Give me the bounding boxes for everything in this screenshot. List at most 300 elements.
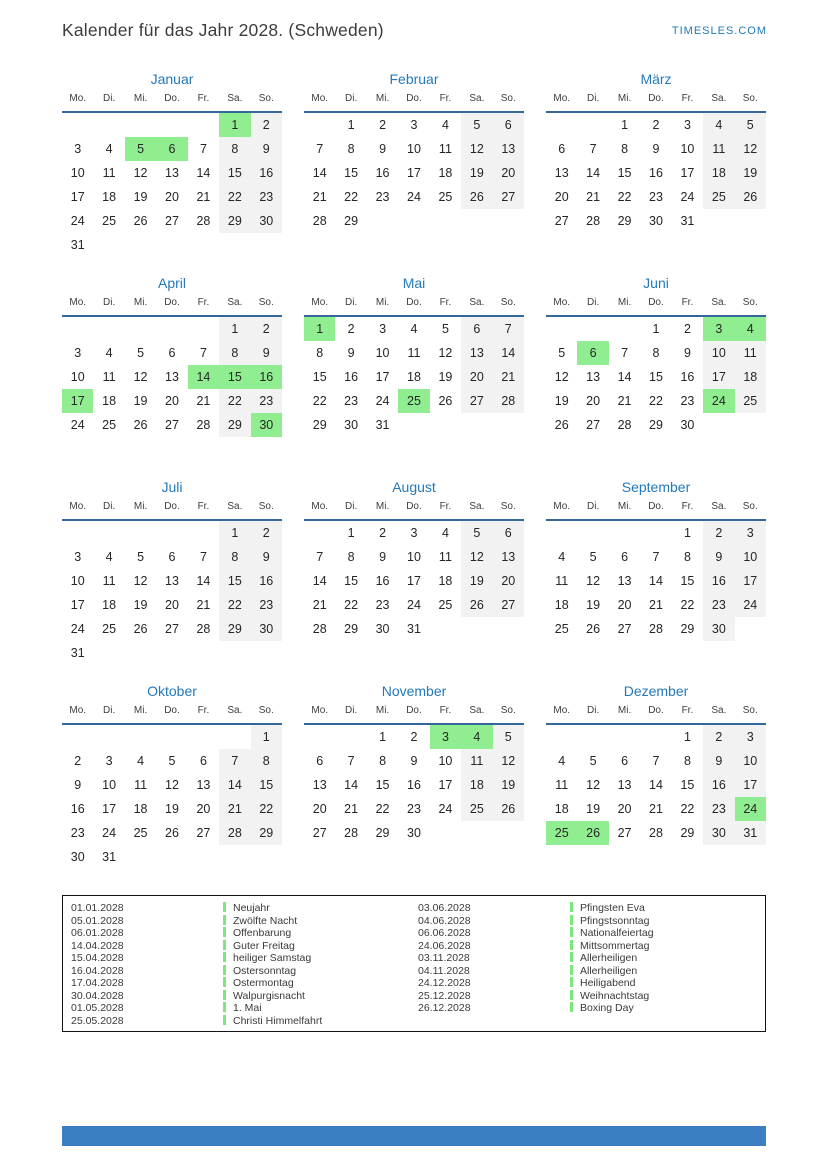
day-cell: 18 — [438, 574, 453, 588]
day-cell: 25 — [438, 190, 453, 204]
weekday-header: Mo. — [311, 93, 329, 104]
day-cell: 2 — [251, 521, 282, 545]
day-cell: 1 — [347, 526, 355, 540]
day-cell: 25 — [438, 598, 453, 612]
day-cell: 7 — [199, 550, 207, 564]
day-cell: 6 — [558, 142, 566, 156]
day-cell: 4 — [137, 754, 145, 768]
day-cell: 19 — [493, 773, 524, 797]
day-cell: 16 — [251, 569, 282, 593]
holiday-marker — [223, 977, 226, 987]
day-cell: 20 — [461, 365, 492, 389]
day-cell: 1 — [219, 317, 250, 341]
day-cell-empty — [461, 413, 492, 437]
day-cell: 21 — [344, 802, 359, 816]
day-cell: 7 — [199, 346, 207, 360]
day-cell-empty — [640, 641, 671, 665]
weekday-header-row — [62, 704, 282, 725]
day-cell: 4 — [703, 113, 734, 137]
day-cell: 11 — [102, 574, 116, 588]
day-cell-empty — [367, 437, 398, 461]
day-cell: 18 — [735, 365, 766, 389]
day-cell: 6 — [493, 113, 524, 137]
day-cell: 21 — [196, 394, 211, 408]
day-cell: 30 — [251, 413, 282, 437]
weekday-header: Sa. — [469, 705, 485, 716]
day-cell: 10 — [70, 574, 85, 588]
day-cell-empty — [735, 617, 766, 641]
day-cell-empty — [62, 521, 93, 545]
day-cell-empty — [735, 209, 766, 233]
day-cell: 28 — [617, 418, 632, 432]
day-cell: 5 — [137, 346, 145, 360]
weekday-header: So. — [742, 93, 758, 104]
weekday-header-row — [304, 500, 524, 521]
day-cell: 2 — [652, 118, 660, 132]
day-cell-empty — [367, 641, 398, 665]
day-cell: 18 — [102, 190, 117, 204]
day-cell: 21 — [493, 365, 524, 389]
day-cell: 24 — [407, 190, 421, 204]
weekday-header: Fr. — [439, 501, 452, 512]
day-cell-empty — [735, 413, 766, 437]
day-cell: 1 — [251, 725, 282, 749]
holiday-name: Neujahr — [233, 902, 270, 914]
holiday-row — [71, 965, 418, 978]
day-cell: 23 — [703, 593, 734, 617]
holiday-row — [418, 940, 765, 953]
day-cell-empty — [640, 521, 671, 545]
day-cell-empty — [335, 437, 366, 461]
month-title: Januar — [150, 71, 194, 87]
day-cell: 4 — [441, 526, 449, 540]
day-cell: 22 — [344, 190, 359, 204]
day-cell: 7 — [316, 142, 324, 156]
day-cell: 15 — [680, 574, 695, 588]
day-cell: 16 — [680, 370, 695, 384]
day-cell: 19 — [461, 161, 492, 185]
day-cell: 3 — [410, 526, 418, 540]
day-cell-empty — [430, 617, 461, 641]
weekday-header-row — [62, 296, 282, 317]
day-cell: 27 — [554, 214, 569, 228]
day-cell: 20 — [617, 802, 632, 816]
day-cell: 11 — [438, 142, 452, 156]
day-cell: 2 — [703, 725, 734, 749]
day-cell: 30 — [251, 209, 282, 233]
day-grid — [304, 521, 524, 665]
day-cell: 19 — [586, 802, 601, 816]
day-cell-empty — [609, 641, 640, 665]
day-cell-empty — [398, 233, 429, 257]
day-cell: 11 — [102, 370, 116, 384]
weekday-header: Di. — [103, 501, 116, 512]
day-cell: 22 — [680, 598, 695, 612]
day-cell-empty — [125, 233, 156, 257]
weekday-header: Fr. — [197, 297, 210, 308]
site-link[interactable]: TIMESLES.COM — [671, 25, 767, 37]
day-cell: 26 — [133, 214, 148, 228]
holiday-name: Pfingsten Eva — [580, 902, 645, 914]
day-cell-empty — [219, 437, 250, 461]
day-cell-empty — [672, 845, 703, 869]
holiday-marker — [223, 940, 226, 950]
day-cell: 21 — [586, 190, 601, 204]
day-cell: 24 — [407, 598, 421, 612]
day-cell-empty — [577, 113, 608, 137]
day-cell: 11 — [461, 749, 492, 773]
day-grid — [304, 725, 524, 869]
day-cell: 19 — [438, 370, 453, 384]
day-cell: 5 — [461, 521, 492, 545]
holiday-marker — [570, 965, 573, 975]
day-grid — [546, 317, 766, 461]
day-cell-empty — [577, 725, 608, 749]
day-cell-empty — [640, 437, 671, 461]
day-cell: 23 — [375, 190, 390, 204]
weekday-header: So. — [500, 297, 516, 308]
weekday-header: Di. — [103, 93, 116, 104]
day-cell: 17 — [680, 166, 695, 180]
day-cell: 16 — [251, 365, 282, 389]
footer-bar — [62, 1126, 766, 1146]
day-cell: 7 — [652, 754, 660, 768]
day-cell: 20 — [493, 569, 524, 593]
day-cell: 23 — [407, 802, 421, 816]
day-cell-empty — [62, 725, 93, 749]
weekday-header: Mi. — [375, 501, 390, 512]
day-cell-empty — [156, 113, 187, 137]
day-cell: 30 — [703, 617, 734, 641]
day-cell-empty — [546, 233, 577, 257]
day-cell: 11 — [134, 778, 148, 792]
day-cell-empty — [367, 209, 398, 233]
day-cell-empty — [430, 641, 461, 665]
day-cell: 12 — [493, 749, 524, 773]
day-cell: 23 — [680, 394, 695, 408]
day-cell: 22 — [344, 598, 359, 612]
day-cell: 5 — [558, 346, 566, 360]
weekday-header: Fr. — [197, 705, 210, 716]
day-cell: 8 — [652, 346, 660, 360]
weekday-header: Do. — [164, 93, 180, 104]
weekday-header: Sa. — [711, 705, 727, 716]
weekday-header-row — [62, 500, 282, 521]
day-cell: 8 — [219, 545, 250, 569]
month-title: September — [621, 479, 691, 495]
month-februar — [304, 70, 524, 260]
day-cell: 26 — [577, 821, 608, 845]
weekday-header: Mi. — [617, 93, 632, 104]
weekday-header: So. — [258, 501, 274, 512]
day-cell: 12 — [133, 166, 148, 180]
holiday-row — [71, 990, 418, 1003]
day-cell: 8 — [379, 754, 387, 768]
day-cell-empty — [188, 641, 219, 665]
holiday-marker — [223, 1015, 226, 1025]
day-cell-empty — [703, 845, 734, 869]
day-cell: 17 — [438, 778, 453, 792]
day-cell: 13 — [165, 370, 179, 384]
day-cell: 19 — [133, 394, 148, 408]
calendar-grid — [62, 70, 766, 872]
day-cell-empty — [640, 233, 671, 257]
day-cell-empty — [188, 725, 219, 749]
day-cell: 15 — [219, 161, 250, 185]
day-grid — [62, 725, 282, 869]
month-title: November — [381, 683, 447, 699]
day-cell: 21 — [196, 190, 211, 204]
day-cell: 26 — [554, 418, 569, 432]
day-cell: 7 — [621, 346, 629, 360]
month-oktober — [62, 682, 282, 872]
day-cell-empty — [640, 725, 671, 749]
weekday-header: Do. — [164, 297, 180, 308]
day-cell: 15 — [649, 370, 663, 384]
weekday-header: So. — [500, 93, 516, 104]
day-cell: 28 — [196, 214, 211, 228]
day-cell-empty — [672, 437, 703, 461]
holiday-row — [418, 952, 765, 965]
day-cell-empty — [703, 233, 734, 257]
holiday-marker — [570, 952, 573, 962]
day-cell-empty — [577, 641, 608, 665]
day-cell: 4 — [441, 118, 449, 132]
day-cell-empty — [430, 209, 461, 233]
day-cell: 18 — [554, 598, 569, 612]
day-cell: 13 — [617, 574, 632, 588]
day-cell: 16 — [70, 802, 85, 816]
day-cell: 25 — [461, 797, 492, 821]
day-cell: 10 — [735, 545, 766, 569]
day-cell: 26 — [493, 797, 524, 821]
day-cell: 22 — [617, 190, 632, 204]
day-cell-empty — [493, 437, 524, 461]
day-cell: 12 — [133, 574, 148, 588]
day-cell-empty — [251, 845, 282, 869]
day-cell: 3 — [735, 725, 766, 749]
weekday-header: Do. — [648, 93, 664, 104]
day-cell-empty — [493, 845, 524, 869]
holiday-marker — [570, 1002, 573, 1012]
day-cell-empty — [188, 113, 219, 137]
day-cell-empty — [546, 641, 577, 665]
day-cell: 28 — [649, 826, 663, 840]
day-cell: 18 — [133, 802, 148, 816]
holiday-row — [71, 1015, 418, 1028]
day-cell: 19 — [133, 190, 148, 204]
day-cell: 16 — [407, 778, 421, 792]
day-cell: 6 — [168, 346, 176, 360]
day-cell: 15 — [251, 773, 282, 797]
day-cell: 28 — [312, 622, 327, 636]
day-cell: 29 — [375, 826, 390, 840]
holiday-name: Allerheiligen — [580, 952, 638, 964]
day-cell-empty — [156, 845, 187, 869]
day-cell: 30 — [703, 821, 734, 845]
day-cell: 21 — [649, 802, 663, 816]
weekday-header: Do. — [164, 705, 180, 716]
day-cell: 3 — [430, 725, 461, 749]
day-cell-empty — [577, 233, 608, 257]
holiday-name: Mittsommertag — [580, 939, 650, 952]
day-cell: 27 — [493, 185, 524, 209]
day-cell: 25 — [102, 622, 117, 636]
day-cell: 23 — [649, 190, 663, 204]
weekday-header: Do. — [406, 297, 422, 308]
holiday-date: 24.06.2028 — [418, 939, 471, 952]
day-cell: 2 — [251, 317, 282, 341]
day-cell: 7 — [347, 754, 355, 768]
day-cell-empty — [251, 233, 282, 257]
holiday-date: 04.06.2028 — [418, 914, 471, 927]
day-cell: 30 — [375, 622, 390, 636]
day-cell: 25 — [554, 622, 569, 636]
day-cell: 15 — [617, 166, 632, 180]
day-cell: 29 — [219, 413, 250, 437]
weekday-header-row — [62, 92, 282, 113]
day-cell: 31 — [102, 850, 117, 864]
day-cell: 1 — [683, 526, 691, 540]
day-cell: 14 — [586, 166, 601, 180]
day-cell: 12 — [586, 574, 601, 588]
day-cell: 8 — [219, 137, 250, 161]
day-cell: 2 — [347, 322, 355, 336]
weekday-header: Di. — [103, 297, 116, 308]
day-cell-empty — [125, 521, 156, 545]
day-cell-empty — [430, 845, 461, 869]
weekday-header: Mi. — [617, 297, 632, 308]
holiday-column-right — [418, 902, 765, 1031]
day-cell: 20 — [196, 802, 211, 816]
holiday-legend-box — [62, 895, 766, 1032]
day-cell: 30 — [251, 617, 282, 641]
holiday-date: 06.01.2028 — [71, 927, 124, 939]
day-cell: 26 — [133, 418, 148, 432]
day-cell: 16 — [344, 370, 359, 384]
weekday-header: Mo. — [553, 501, 571, 512]
day-cell: 6 — [156, 137, 187, 161]
day-cell: 22 — [375, 802, 390, 816]
holiday-date: 04.11.2028 — [418, 964, 470, 977]
day-cell: 5 — [137, 550, 145, 564]
weekday-header: Mo. — [311, 705, 329, 716]
day-cell: 9 — [703, 545, 734, 569]
day-cell: 29 — [680, 622, 695, 636]
day-cell: 27 — [493, 593, 524, 617]
day-cell: 24 — [375, 394, 390, 408]
holiday-name: Walpurgisnacht — [233, 989, 305, 1002]
day-cell: 22 — [680, 802, 695, 816]
day-cell-empty — [62, 317, 93, 341]
month-märz — [546, 70, 766, 260]
holiday-name: Christi Himmelfahrt — [233, 1014, 323, 1027]
day-cell: 31 — [70, 238, 85, 252]
holiday-date: 26.12.2028 — [418, 1002, 471, 1014]
day-cell-empty — [398, 845, 429, 869]
day-cell: 20 — [493, 161, 524, 185]
day-cell-empty — [609, 845, 640, 869]
day-cell: 18 — [407, 370, 421, 384]
day-cell: 20 — [617, 598, 632, 612]
day-cell-empty — [93, 725, 124, 749]
day-cell: 9 — [379, 550, 387, 564]
day-cell: 9 — [683, 346, 691, 360]
day-cell: 8 — [683, 754, 691, 768]
weekday-header-row — [304, 296, 524, 317]
month-mai — [304, 274, 524, 464]
holiday-row — [418, 902, 765, 915]
month-november — [304, 682, 524, 872]
holiday-name: Nationalfeiertag — [580, 927, 654, 939]
day-cell: 31 — [680, 214, 695, 228]
day-cell: 13 — [586, 370, 601, 384]
day-cell: 2 — [74, 754, 82, 768]
day-cell: 10 — [735, 749, 766, 773]
day-cell: 5 — [461, 113, 492, 137]
day-cell: 1 — [219, 521, 250, 545]
day-cell: 9 — [251, 137, 282, 161]
day-cell-empty — [367, 233, 398, 257]
day-cell: 28 — [586, 214, 601, 228]
day-cell: 3 — [683, 118, 691, 132]
day-cell: 5 — [493, 725, 524, 749]
day-cell: 22 — [251, 797, 282, 821]
day-cell: 14 — [312, 166, 327, 180]
weekday-header: Sa. — [227, 297, 243, 308]
day-cell-empty — [304, 845, 335, 869]
day-cell: 14 — [344, 778, 359, 792]
weekday-header: Fr. — [439, 297, 452, 308]
day-cell: 25 — [735, 389, 766, 413]
holiday-marker — [223, 990, 226, 1000]
day-grid — [304, 317, 524, 461]
weekday-header: Fr. — [439, 705, 452, 716]
weekday-header: Mo. — [69, 501, 87, 512]
weekday-header: Di. — [587, 93, 600, 104]
weekday-header-row — [546, 92, 766, 113]
weekday-header: Fr. — [681, 93, 694, 104]
day-cell: 15 — [312, 370, 327, 384]
day-cell-empty — [703, 437, 734, 461]
day-cell-empty — [493, 413, 524, 437]
day-cell: 17 — [70, 190, 85, 204]
day-cell: 15 — [219, 365, 250, 389]
day-cell-empty — [304, 725, 335, 749]
holiday-date: 14.04.2028 — [71, 939, 124, 952]
day-cell: 16 — [649, 166, 663, 180]
day-cell: 3 — [735, 521, 766, 545]
day-cell-empty — [398, 209, 429, 233]
day-cell: 6 — [461, 317, 492, 341]
day-cell: 27 — [196, 826, 211, 840]
day-cell: 3 — [410, 118, 418, 132]
day-cell: 4 — [105, 550, 113, 564]
holiday-marker — [223, 952, 226, 962]
day-cell: 24 — [703, 389, 734, 413]
day-cell: 13 — [461, 341, 492, 365]
holiday-date: 16.04.2028 — [71, 964, 124, 977]
day-cell: 6 — [621, 754, 629, 768]
weekday-header: Mi. — [133, 501, 148, 512]
day-cell: 19 — [586, 598, 601, 612]
day-cell: 6 — [493, 521, 524, 545]
day-cell-empty — [577, 317, 608, 341]
day-cell-empty — [546, 521, 577, 545]
day-cell: 18 — [461, 773, 492, 797]
day-cell-empty — [125, 845, 156, 869]
day-cell: 29 — [344, 622, 359, 636]
